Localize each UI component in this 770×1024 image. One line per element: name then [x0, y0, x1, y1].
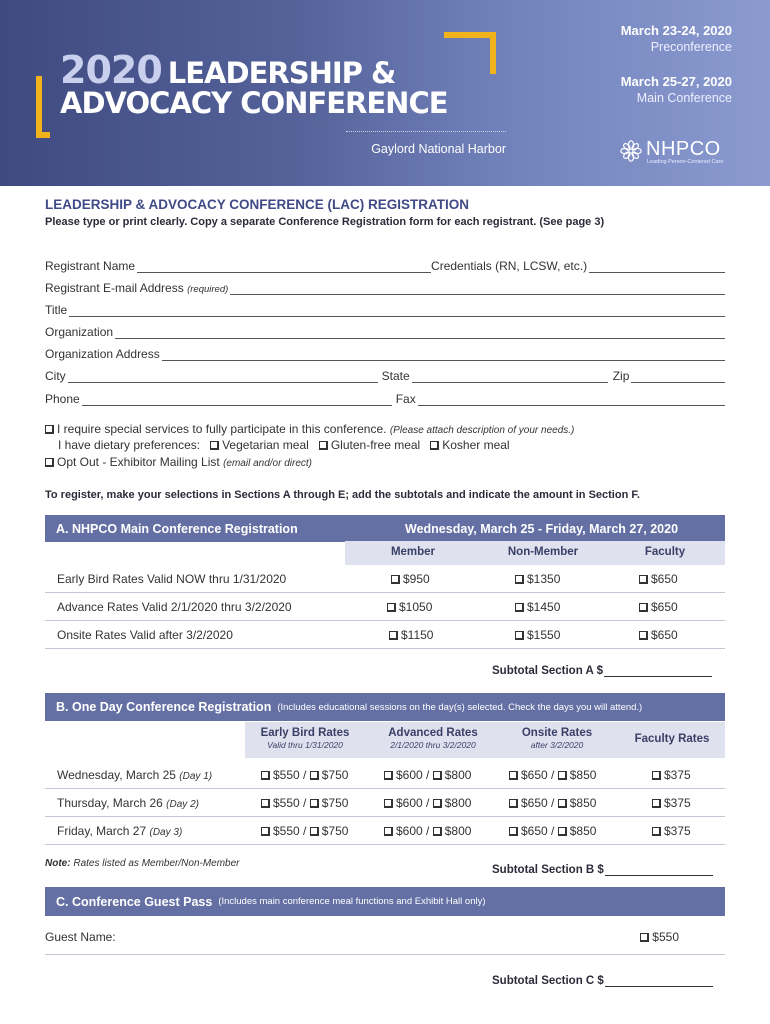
early-bird-option[interactable]: $550 / $750 [261, 796, 348, 810]
checkbox[interactable] [261, 799, 270, 808]
checkbox[interactable] [310, 827, 319, 836]
table-row [45, 817, 725, 845]
city-label: City [45, 369, 66, 383]
advanced-column: Advanced Rates 2/1/2020 thru 3/2/2020 [388, 727, 478, 750]
section-a-header [45, 515, 725, 542]
faculty-option[interactable]: $375 [652, 824, 691, 838]
conference-title-word: LEADERSHIP & [167, 56, 396, 90]
gluten-free-label: Gluten-free meal [330, 438, 421, 452]
state-label: State [381, 369, 410, 383]
venue-name: Gaylord National Harbor [371, 142, 506, 156]
dietary-preferences-row [58, 438, 510, 452]
table-row [45, 565, 725, 593]
early-bird-option[interactable]: $550 / $750 [261, 768, 348, 782]
checkbox[interactable] [652, 771, 661, 780]
subtotal-section-b [492, 864, 713, 876]
state-field[interactable] [412, 371, 608, 383]
logo-tagline: Leading Person-Centered Care [647, 159, 724, 165]
faculty-price-option[interactable]: $650 [639, 600, 678, 614]
city-field[interactable] [68, 371, 378, 383]
checkbox[interactable] [515, 575, 524, 584]
phone-label: Phone [45, 392, 80, 406]
rates-note: Note: Rates listed as Member/Non-Member [45, 858, 240, 869]
table-row [45, 621, 725, 649]
day-name: Wednesday, March 25 (Day 1) [57, 768, 213, 782]
organization-field[interactable] [115, 327, 725, 339]
phone-field[interactable] [82, 394, 392, 406]
checkbox[interactable] [639, 575, 648, 584]
title-label: Title [45, 303, 68, 317]
section-b-header [45, 693, 725, 721]
subtotal-c-field[interactable] [605, 976, 713, 987]
name-credentials-row [45, 257, 725, 273]
section-b-title: B. One Day Conference Registration [56, 700, 272, 714]
onsite-column: Onsite Rates after 3/2/2020 [521, 727, 593, 750]
checkbox[interactable] [558, 827, 567, 836]
dietary-label: I have dietary preferences: [58, 438, 201, 452]
section-c-header [45, 887, 725, 916]
faculty-option[interactable]: $375 [652, 796, 691, 810]
early-bird-column: Early Bird Rates Valid thru 1/31/2020 [260, 727, 350, 750]
credentials-label: Credentials (RN, LCSW, etc.) [431, 259, 588, 273]
rate-name: Early Bird Rates Valid NOW thru 1/31/2020 [57, 572, 287, 586]
organization-row [45, 323, 725, 339]
conference-title-line2: ADVOCACY CONFERENCE [60, 86, 448, 120]
subtotal-c-label: Subtotal Section C $ [492, 975, 604, 987]
checkbox[interactable] [433, 771, 442, 780]
org-address-row [45, 345, 725, 361]
vegetarian-checkbox[interactable] [210, 441, 219, 450]
faculty-option[interactable]: $375 [652, 768, 691, 782]
rate-name: Advance Rates Valid 2/1/2020 thru 3/2/2020 [57, 600, 292, 614]
title-field[interactable] [69, 305, 725, 317]
member-price-option[interactable]: $1050 [387, 600, 432, 614]
main-conference-dates: March 25-27, 2020 [620, 74, 732, 89]
opt-out-note: (email and/or direct) [223, 458, 312, 469]
checkbox[interactable] [310, 799, 319, 808]
table-row [45, 789, 725, 817]
faculty-rates-column: Faculty Rates [634, 733, 710, 745]
conference-banner [0, 0, 770, 186]
non-member-column-header: Non-Member [507, 546, 579, 558]
opt-out-checkbox[interactable] [45, 458, 54, 467]
org-address-label: Organization Address [45, 347, 160, 361]
kosher-label: Kosher meal [442, 438, 510, 452]
member-price-option[interactable]: $1150 [389, 628, 433, 642]
email-label: Registrant E-mail Address (required) [45, 281, 229, 295]
logo-wordmark: NHPCO [646, 138, 721, 160]
checkbox[interactable] [389, 631, 398, 640]
checkbox[interactable] [387, 603, 396, 612]
non-member-price-option[interactable]: $1450 [515, 600, 560, 614]
preconference-dates: March 23-24, 2020 [620, 23, 732, 38]
subtotal-a-field[interactable] [604, 666, 712, 677]
checkbox[interactable] [639, 603, 648, 612]
onsite-option[interactable]: $650 / $850 [509, 768, 596, 782]
checkbox[interactable] [384, 799, 393, 808]
subtotal-b-field[interactable] [605, 865, 713, 876]
venue-divider [346, 131, 506, 132]
special-services-checkbox[interactable] [45, 425, 54, 434]
credentials-field[interactable] [589, 261, 725, 273]
preconference-label: Preconference [650, 40, 732, 54]
conference-year: 2020 [60, 48, 162, 92]
registrant-name-field[interactable] [137, 261, 431, 273]
opt-out-option[interactable] [45, 455, 312, 469]
checkbox[interactable] [652, 799, 661, 808]
section-c-title: C. Conference Guest Pass [56, 894, 213, 909]
checkbox[interactable] [384, 771, 393, 780]
checkbox[interactable] [433, 799, 442, 808]
form-subtitle: Please type or print clearly. Copy a separate Conference Registration form for each registrant. (See page 3) [45, 216, 605, 228]
non-member-price-option[interactable]: $1550 [515, 628, 560, 642]
zip-field[interactable] [631, 371, 725, 383]
rate-name: Onsite Rates Valid after 3/2/2020 [57, 628, 233, 642]
guest-name-label: Guest Name: [45, 930, 116, 944]
fax-field[interactable] [418, 394, 725, 406]
registrant-name-label: Registrant Name [45, 259, 136, 273]
day-name: Friday, March 27 (Day 3) [57, 824, 183, 838]
checkbox[interactable] [640, 933, 649, 942]
subtotal-b-label: Subtotal Section B $ [492, 864, 604, 876]
kosher-checkbox[interactable] [430, 441, 439, 450]
organization-label: Organization [45, 325, 114, 339]
fax-label: Fax [395, 392, 416, 406]
guest-name-row [45, 929, 725, 955]
checkbox[interactable] [509, 771, 518, 780]
advanced-option[interactable]: $600 / $800 [384, 796, 471, 810]
zip-label: Zip [612, 369, 630, 383]
early-bird-option[interactable]: $550 / $750 [261, 824, 348, 838]
city-state-zip-row [45, 367, 725, 383]
advanced-option[interactable]: $600 / $800 [384, 824, 471, 838]
section-b-subtitle: (Includes educational sessions on the day(s) selected. Check the days you will attend.) [277, 701, 643, 713]
section-b-column-headers [245, 722, 725, 758]
table-row [45, 761, 725, 789]
non-member-price-option[interactable]: $1350 [515, 572, 560, 586]
checkbox[interactable] [261, 771, 270, 780]
flower-logo-icon [620, 140, 642, 162]
title-row [45, 301, 725, 317]
special-services-option[interactable] [45, 422, 574, 436]
gluten-free-checkbox[interactable] [319, 441, 328, 450]
day-name: Thursday, March 26 (Day 2) [57, 796, 199, 810]
checkbox[interactable] [509, 827, 518, 836]
advanced-option[interactable]: $600 / $800 [384, 768, 471, 782]
conference-dates [621, 22, 732, 107]
faculty-column-header: Faculty [644, 546, 686, 558]
checkbox[interactable] [558, 771, 567, 780]
section-a-column-headers [345, 541, 725, 565]
subtotal-a-label: Subtotal Section A $ [492, 665, 603, 677]
section-a-dates: Wednesday, March 25 - Friday, March 27, 2020 [405, 521, 679, 536]
opt-out-label: Opt Out - Exhibitor Mailing List [57, 455, 220, 469]
faculty-price-option[interactable]: $650 [639, 628, 678, 642]
table-row [45, 593, 725, 621]
checkbox[interactable] [558, 799, 567, 808]
org-address-field[interactable] [162, 349, 725, 361]
checkbox[interactable] [652, 827, 661, 836]
onsite-option[interactable]: $650 / $850 [509, 824, 596, 838]
member-column-header: Member [390, 546, 436, 558]
registration-instructions: To register, make your selections in Sections A through E; add the subtotals and indicate the amount in Section F. [45, 489, 640, 501]
checkbox[interactable] [384, 827, 393, 836]
checkbox[interactable] [515, 603, 524, 612]
checkbox[interactable] [433, 827, 442, 836]
email-row [45, 279, 725, 295]
subtotal-section-c [492, 975, 713, 987]
subtotal-section-a [492, 665, 712, 677]
checkbox[interactable] [310, 771, 319, 780]
main-conference-label: Main Conference [636, 91, 732, 105]
checkbox[interactable] [391, 575, 400, 584]
section-c-subtitle: (Includes main conference meal functions and Exhibit Hall only) [218, 896, 486, 907]
checkbox[interactable] [261, 827, 270, 836]
checkbox[interactable] [639, 631, 648, 640]
vegetarian-label: Vegetarian meal [222, 438, 309, 452]
onsite-option[interactable]: $650 / $850 [509, 796, 596, 810]
form-title: LEADERSHIP & ADVOCACY CONFERENCE (LAC) REGISTRATION [45, 197, 470, 212]
nhpco-logo [620, 138, 740, 170]
checkbox[interactable] [509, 799, 518, 808]
phone-fax-row [45, 390, 725, 406]
member-price-option[interactable]: $950 [391, 572, 430, 586]
guest-pass-option[interactable]: $550 [640, 930, 679, 944]
checkbox[interactable] [515, 631, 524, 640]
faculty-price-option[interactable]: $650 [639, 572, 678, 586]
gold-bracket-right [444, 32, 496, 74]
special-services-note: (Please attach description of your needs.) [389, 425, 575, 436]
special-services-label: I require special services to fully participate in this conference. [57, 422, 387, 436]
gold-bracket-left [36, 76, 50, 138]
email-field[interactable] [230, 283, 725, 295]
section-a-title: A. NHPCO Main Conference Registration [56, 521, 298, 536]
required-note: (required) [187, 284, 229, 295]
